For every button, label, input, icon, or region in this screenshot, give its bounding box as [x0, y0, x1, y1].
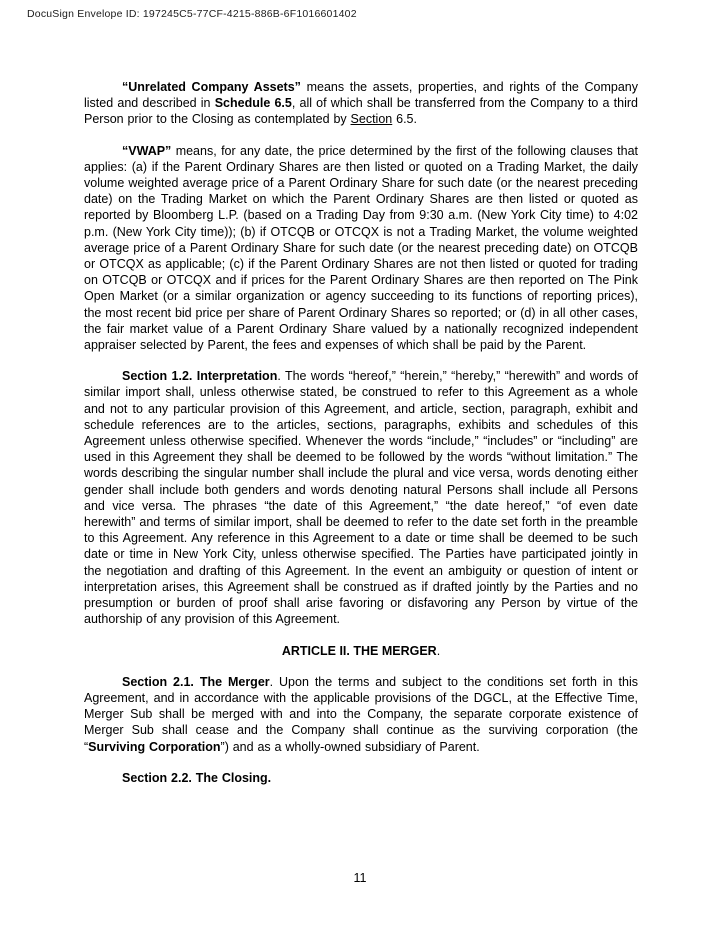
text-run: “Unrelated Company Assets”: [122, 80, 301, 94]
text-run: Section: [350, 112, 393, 127]
paragraph-section-2-1-the-merger: [84, 674, 638, 755]
paragraph-unrelated-company-assets-definition: [84, 79, 638, 128]
text-run: Schedule 6.5: [214, 96, 292, 111]
document-body: [84, 79, 638, 801]
paragraph-vwap-definition: [84, 143, 638, 354]
text-run: . The words “hereof,” “herein,” “hereby,” “herewith” and words of similar import shall, unless otherwise stated, be construed to refer to this Agreement as a whole and not to any particular provision of this Agreement, and article, section, paragraph, exhibit and schedule references are to the articles, sections, paragraphs, exhibits and schedules of this Agreement unless otherwise specified. Whenever the words “include,” “includes” or “including” are used in this Agreement they shall be deemed to be followed by the words “without limitation.” The words describing the singular number shall include the plural and vice versa, words denoting either gender shall include both genders and words denoting natural Persons shall include all Persons and vice versa. The phrases “the date of this Agreement,” “the date hereof,” “of even date herewith” and terms of similar import, shall be deemed to refer to the date set forth in the preamble to this Agreement. Any reference in this Agreement to a date or time shall be deemed to be such date or time in New York City, unless otherwise specified. The Parties have participated jointly in the negotiation and drafting of this Agreement. In the event an ambiguity or question of intent or interpretation arises, this Agreement shall be construed as if drafted jointly by the Parties and no presumption or burden of proof shall arise favoring or disfavoring any Person by virtue of the authorship of any provision of this Agreement.: [84, 369, 638, 627]
docusign-envelope-id: DocuSign Envelope ID: 197245C5-77CF-4215-886B-6F1016601402: [27, 8, 357, 20]
text-run: 6.5.: [392, 112, 417, 127]
text-run: , all of which shall be transferred from the Company to a third Person prior to the Closing as contemplated by: [84, 96, 638, 127]
text-run: Section 1.2. Interpretation: [122, 369, 278, 384]
text-run: ”) and as a wholly-owned subsidiary of Parent.: [220, 739, 480, 754]
heading-article-ii-the-merger: [84, 643, 638, 659]
text-run: .: [436, 643, 441, 658]
text-run: Surviving Corporation: [88, 739, 221, 754]
text-run: means, for any date, the price determined by the first of the following clauses that applies: (a) if the Parent Ordinary Shares are then listed or quoted on a Trading Market, the daily volume weighted average price of a Parent Ordinary Share for such date (or the nearest preceding date) on the Trading Market on which the Parent Ordinary Shares are then listed or quoted as reported by Bloomberg L.P. (based on a Trading Day from 9:30 a.m. (New York City time) to 4:02 p.m. (New York City time)); (b) if OTCQB or OTCQX is not a Trading Market, the volume weighted average price of a Parent Ordinary Share for such date (or the nearest preceding date) on OTCQB or OTCQX as applicable; (c) if the Parent Ordinary Shares are not then listed or quoted for trading on OTCQB or OTCQX and if prices for the Parent Ordinary Shares are then reported on The Pink Open Market (or a similar organization or agency succeeding to its functions of reporting prices), the most recent bid price per share of Parent Ordinary Shares so reported; or (d) in all other cases, the fair market value of a Parent Ordinary Share valued by a nationally recognized independent appraiser selected by Parent, the fees and expenses of which shall be paid by the Parent.: [84, 143, 638, 353]
paragraph-section-2-2-the-closing: [84, 770, 638, 786]
paragraph-section-1-2-interpretation: [84, 368, 638, 627]
text-run: ARTICLE II. THE MERGER: [281, 643, 437, 658]
page-number: 11: [353, 871, 367, 885]
text-run: means the assets, properties, and rights of the Company listed and described in: [84, 80, 638, 111]
text-run: . Upon the terms and subject to the conditions set forth in this Agreement, and in accordance with the applicable provisions of the DGCL, at the Effective Time, Merger Sub shall be merged with and into the Company, the separate corporate existence of Merger Sub shall cease and the Company shall continue as the surviving corporation (the “: [84, 674, 638, 754]
text-run: “VWAP”: [122, 143, 172, 158]
text-run: Section 2.2. The Closing.: [122, 770, 272, 785]
text-run: Section 2.1. The Merger: [122, 674, 270, 689]
